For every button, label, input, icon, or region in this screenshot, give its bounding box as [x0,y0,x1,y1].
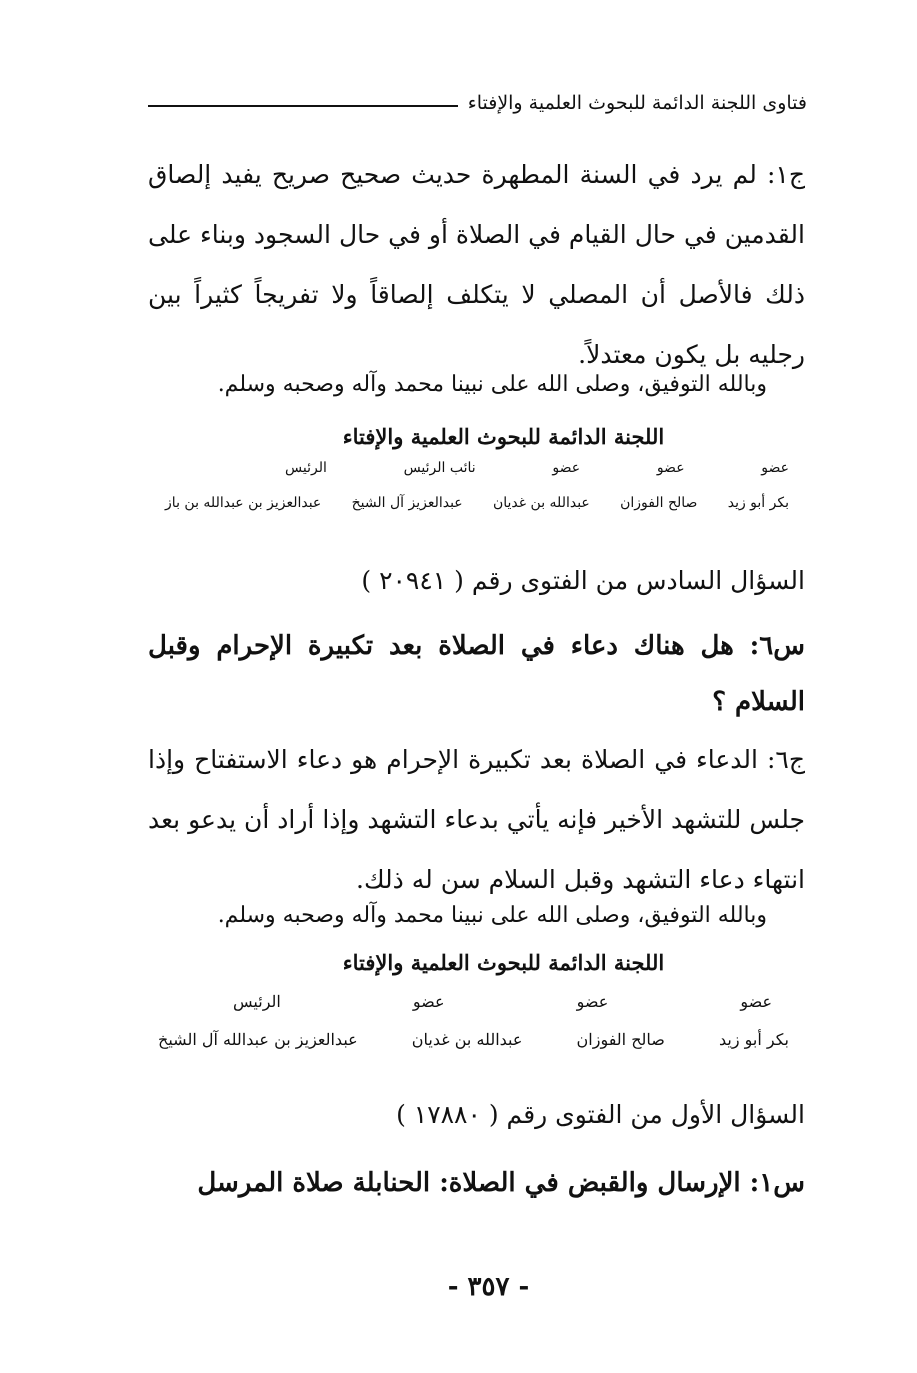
running-header [148,92,807,114]
signature-name: صالح الفوزان [620,495,698,511]
signature-title: عضو [576,992,609,1011]
signature-name: عبدالعزيز بن عبدالله آل الشيخ [158,1030,358,1049]
header-rule [148,105,458,107]
answer-1-paragraph: ج١: لم يرد في السنة المطهرة حديث صحيح صريح يفيد إلصاق القدمين في حال القيام في الصلاة أو في حال السجود وبناء على ذلك فالأصل أن المصلي لا يتكلف إلصاقاً ولا تفريجاً كثيراً بين رجليه بل يكون معتدلاً. [148,160,805,369]
question-6-reference: السؤال السادس من الفتوى رقم ( ٢٠٩٤١ ) [361,566,805,595]
signature-title: عضو [412,992,445,1011]
signature-name: بكر أبو زيد [727,495,789,511]
signature-name: عبدالعزيز آل الشيخ [351,495,463,511]
signature-title: عضو [656,460,685,476]
closing-blessing-1: وبالله التوفيق، وصلى الله على نبينا محمد وآله وصحبه وسلم. [217,372,767,397]
question-1-reference: السؤال الأول من الفتوى رقم ( ١٧٨٨٠ ) [396,1100,805,1129]
signature-titles-1 [285,460,789,476]
question-1: س١: الإرسال والقبض في الصلاة: الحنابلة صلاة المرسل [197,1168,805,1198]
signature-name: عبدالله بن غديان [411,1030,523,1049]
signature-title: عضو [761,460,789,476]
signature-name: عبدالعزيز بن عبدالله بن باز [165,495,322,511]
closing-blessing-2: وبالله التوفيق، وصلى الله على نبينا محمد وآله وصحبه وسلم. [217,903,767,928]
signature-name: بكر أبو زيد [718,1030,789,1049]
signature-title: الرئيس [233,992,281,1011]
committee-name-2: اللجنة الدائمة للبحوث العلمية والإفتاء [342,950,665,975]
answer-6-paragraph: ج٦: الدعاء في الصلاة بعد تكبيرة الإحرام هو دعاء الاستفتاح وإذا جلس للتشهد الأخير فإنه يأتي بدعاء التشهد وإذا أراد أن يدعو بعد انتهاء دعاء التشهد وقبل السلام سن له ذلك. [148,745,805,894]
header-title: فتاوى اللجنة الدائمة للبحوث العلمية والإفتاء [467,92,807,114]
signature-title: عضو [552,460,581,476]
signature-title: الرئيس [285,460,327,476]
signature-names-1 [165,495,789,511]
signature-name: عبدالله بن غديان [492,495,590,511]
committee-name-1: اللجنة الدائمة للبحوث العلمية والإفتاء [342,424,665,449]
signature-title: نائب الرئيس [403,460,476,476]
signature-name: صالح الفوزان [576,1030,665,1049]
question-6: س٦: هل هناك دعاء في الصلاة بعد تكبيرة الإحرام وقبل السلام ؟ [148,631,805,717]
signature-names-2 [158,1030,789,1049]
signature-titles-2 [233,992,772,1011]
signature-title: عضو [740,992,772,1011]
page-number: - ٣٥٧ - [447,1272,530,1302]
